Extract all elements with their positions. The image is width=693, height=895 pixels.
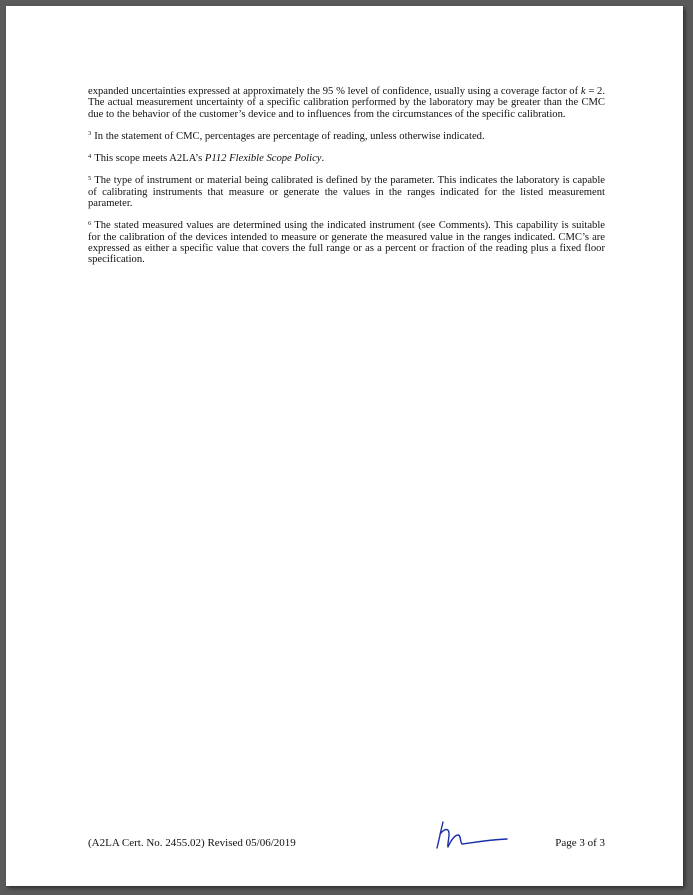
policy-name: P112 Flexible Scope Policy	[204, 153, 322, 165]
signature-image	[431, 818, 511, 852]
document-page	[6, 6, 683, 886]
footnote-number: 5	[88, 174, 92, 182]
certificate-footer: (A2LA Cert. No. 2455.02) Revised 05/06/2019	[88, 837, 296, 849]
footnote-number: 6	[88, 219, 92, 227]
page-body	[88, 86, 605, 277]
page-number: Page 3 of 3	[555, 837, 605, 849]
footnote-number: 3	[88, 130, 92, 138]
footnote-text: The type of instrument or material being calibrated is defined by the parameter. This indicates the laboratory is capable of calibrating instruments that measure or generate the values in the ranges indicated for the listed measurement parameter.	[88, 175, 605, 210]
paragraph-text-a: expanded uncertainties expressed at approximately the 95 % level of confidence, usually using a coverage factor of	[88, 86, 581, 97]
footnote-4	[88, 153, 605, 164]
footnote-3	[88, 131, 605, 142]
footnote-5	[88, 175, 605, 209]
footnote-text-end: .	[321, 153, 325, 165]
footnote-6	[88, 220, 605, 265]
footnote-text: This scope meets A2LA’s	[94, 153, 205, 165]
uncertainty-paragraph	[88, 86, 605, 120]
footnote-text: In the statement of CMC, percentages are percentage of reading, unless otherwise indicated.	[94, 130, 485, 142]
footnote-text: The stated measured values are determined using the indicated instrument (see Comments). This capability is suitable for the calibration of the devices intended to measure or generate the measured value in the ranges indicated. CMC’s are expressed as either a specific value that covers the full range or as a percent or fraction of the reading plus a fixed floor specification.	[88, 220, 605, 266]
coverage-factor-k: k	[580, 86, 586, 97]
footnote-number: 4	[88, 152, 92, 160]
paragraph-text-b: = 2. The actual measurement uncertainty of a specific calibration performed by the laboratory may be greater than the CMC due to the behavior of the customer’s device and to influences from the circumstances of the specific calibration.	[88, 86, 605, 120]
